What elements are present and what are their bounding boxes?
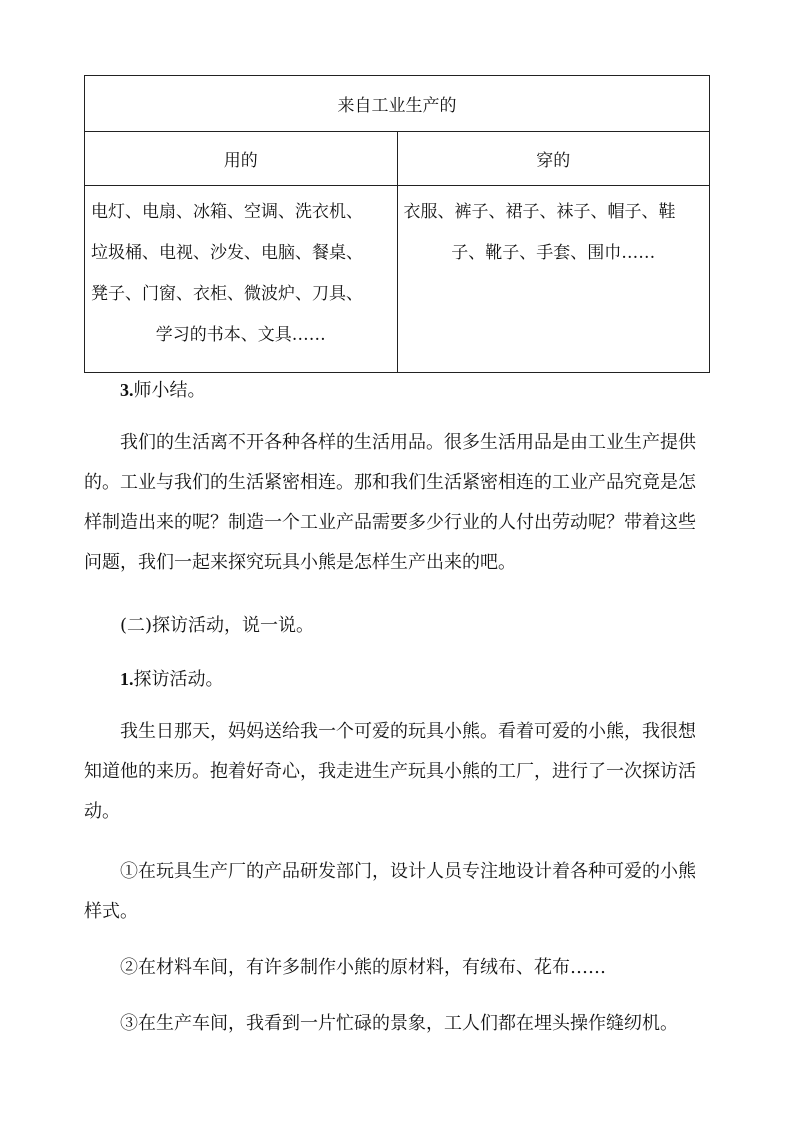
paragraph-summary-heading — [84, 370, 710, 411]
section-heading: (二)探访活动，说一说。 — [120, 615, 315, 636]
item-text: 师小结。 — [133, 380, 206, 401]
table-title: 来自工业生产的 — [85, 76, 710, 132]
item-text: 探访活动。 — [133, 669, 224, 690]
use-items-cell — [85, 186, 398, 373]
paragraph-summary: 我们的生活离不开各种各样的生活用品。很多生活用品是由工业生产提供的。工业与我们的生活紧密相连。那和我们生活紧密相连的工业产品究竟是怎样制造出来的呢？制造一个工业产品需要多少行业的人付出劳动呢？带着这些问题，我们一起来探究玩具小熊是怎样生产出来的吧。 — [84, 432, 696, 573]
item-number: 3. — [120, 380, 134, 400]
paragraph-visit-heading — [84, 659, 710, 700]
paragraph-story: 我生日那天，妈妈送给我一个可爱的玩具小熊。看着可爱的小熊，我很想知道他的来历。抱着好奇心，我走进生产玩具小熊的工厂，进行了一次探访活动。 — [84, 721, 696, 822]
item-number: 1. — [120, 669, 134, 689]
paragraph-step-3: ③在生产车间，我看到一片忙碌的景象，工人们都在埋头操作缝纫机。 — [120, 1013, 678, 1034]
paragraph-step-2: ②在材料车间，有许多制作小熊的原材料，有绒布、花布…… — [120, 957, 606, 978]
products-table — [84, 75, 710, 373]
wear-items-line: 衣服、裤子、裙子、袜子、帽子、鞋 — [403, 202, 676, 222]
use-items-line: 凳子、门窗、衣柜、微波炉、刀具、 — [91, 284, 363, 304]
wear-items-cell — [397, 186, 710, 373]
use-items-line: 学习的书本、文具…… — [155, 325, 326, 345]
wear-items-line: 子、靴子、手套、围巾…… — [451, 243, 656, 263]
use-items-line: 垃圾桶、电视、沙发、电脑、餐桌、 — [91, 243, 363, 263]
use-items-line: 电灯、电扇、冰箱、空调、洗衣机、 — [91, 202, 363, 222]
column-header-use: 用的 — [85, 132, 398, 186]
column-header-wear: 穿的 — [397, 132, 710, 186]
paragraph-step-1: ①在玩具生产厂的产品研发部门，设计人员专注地设计着各种可爱的小熊样式。 — [84, 861, 696, 922]
